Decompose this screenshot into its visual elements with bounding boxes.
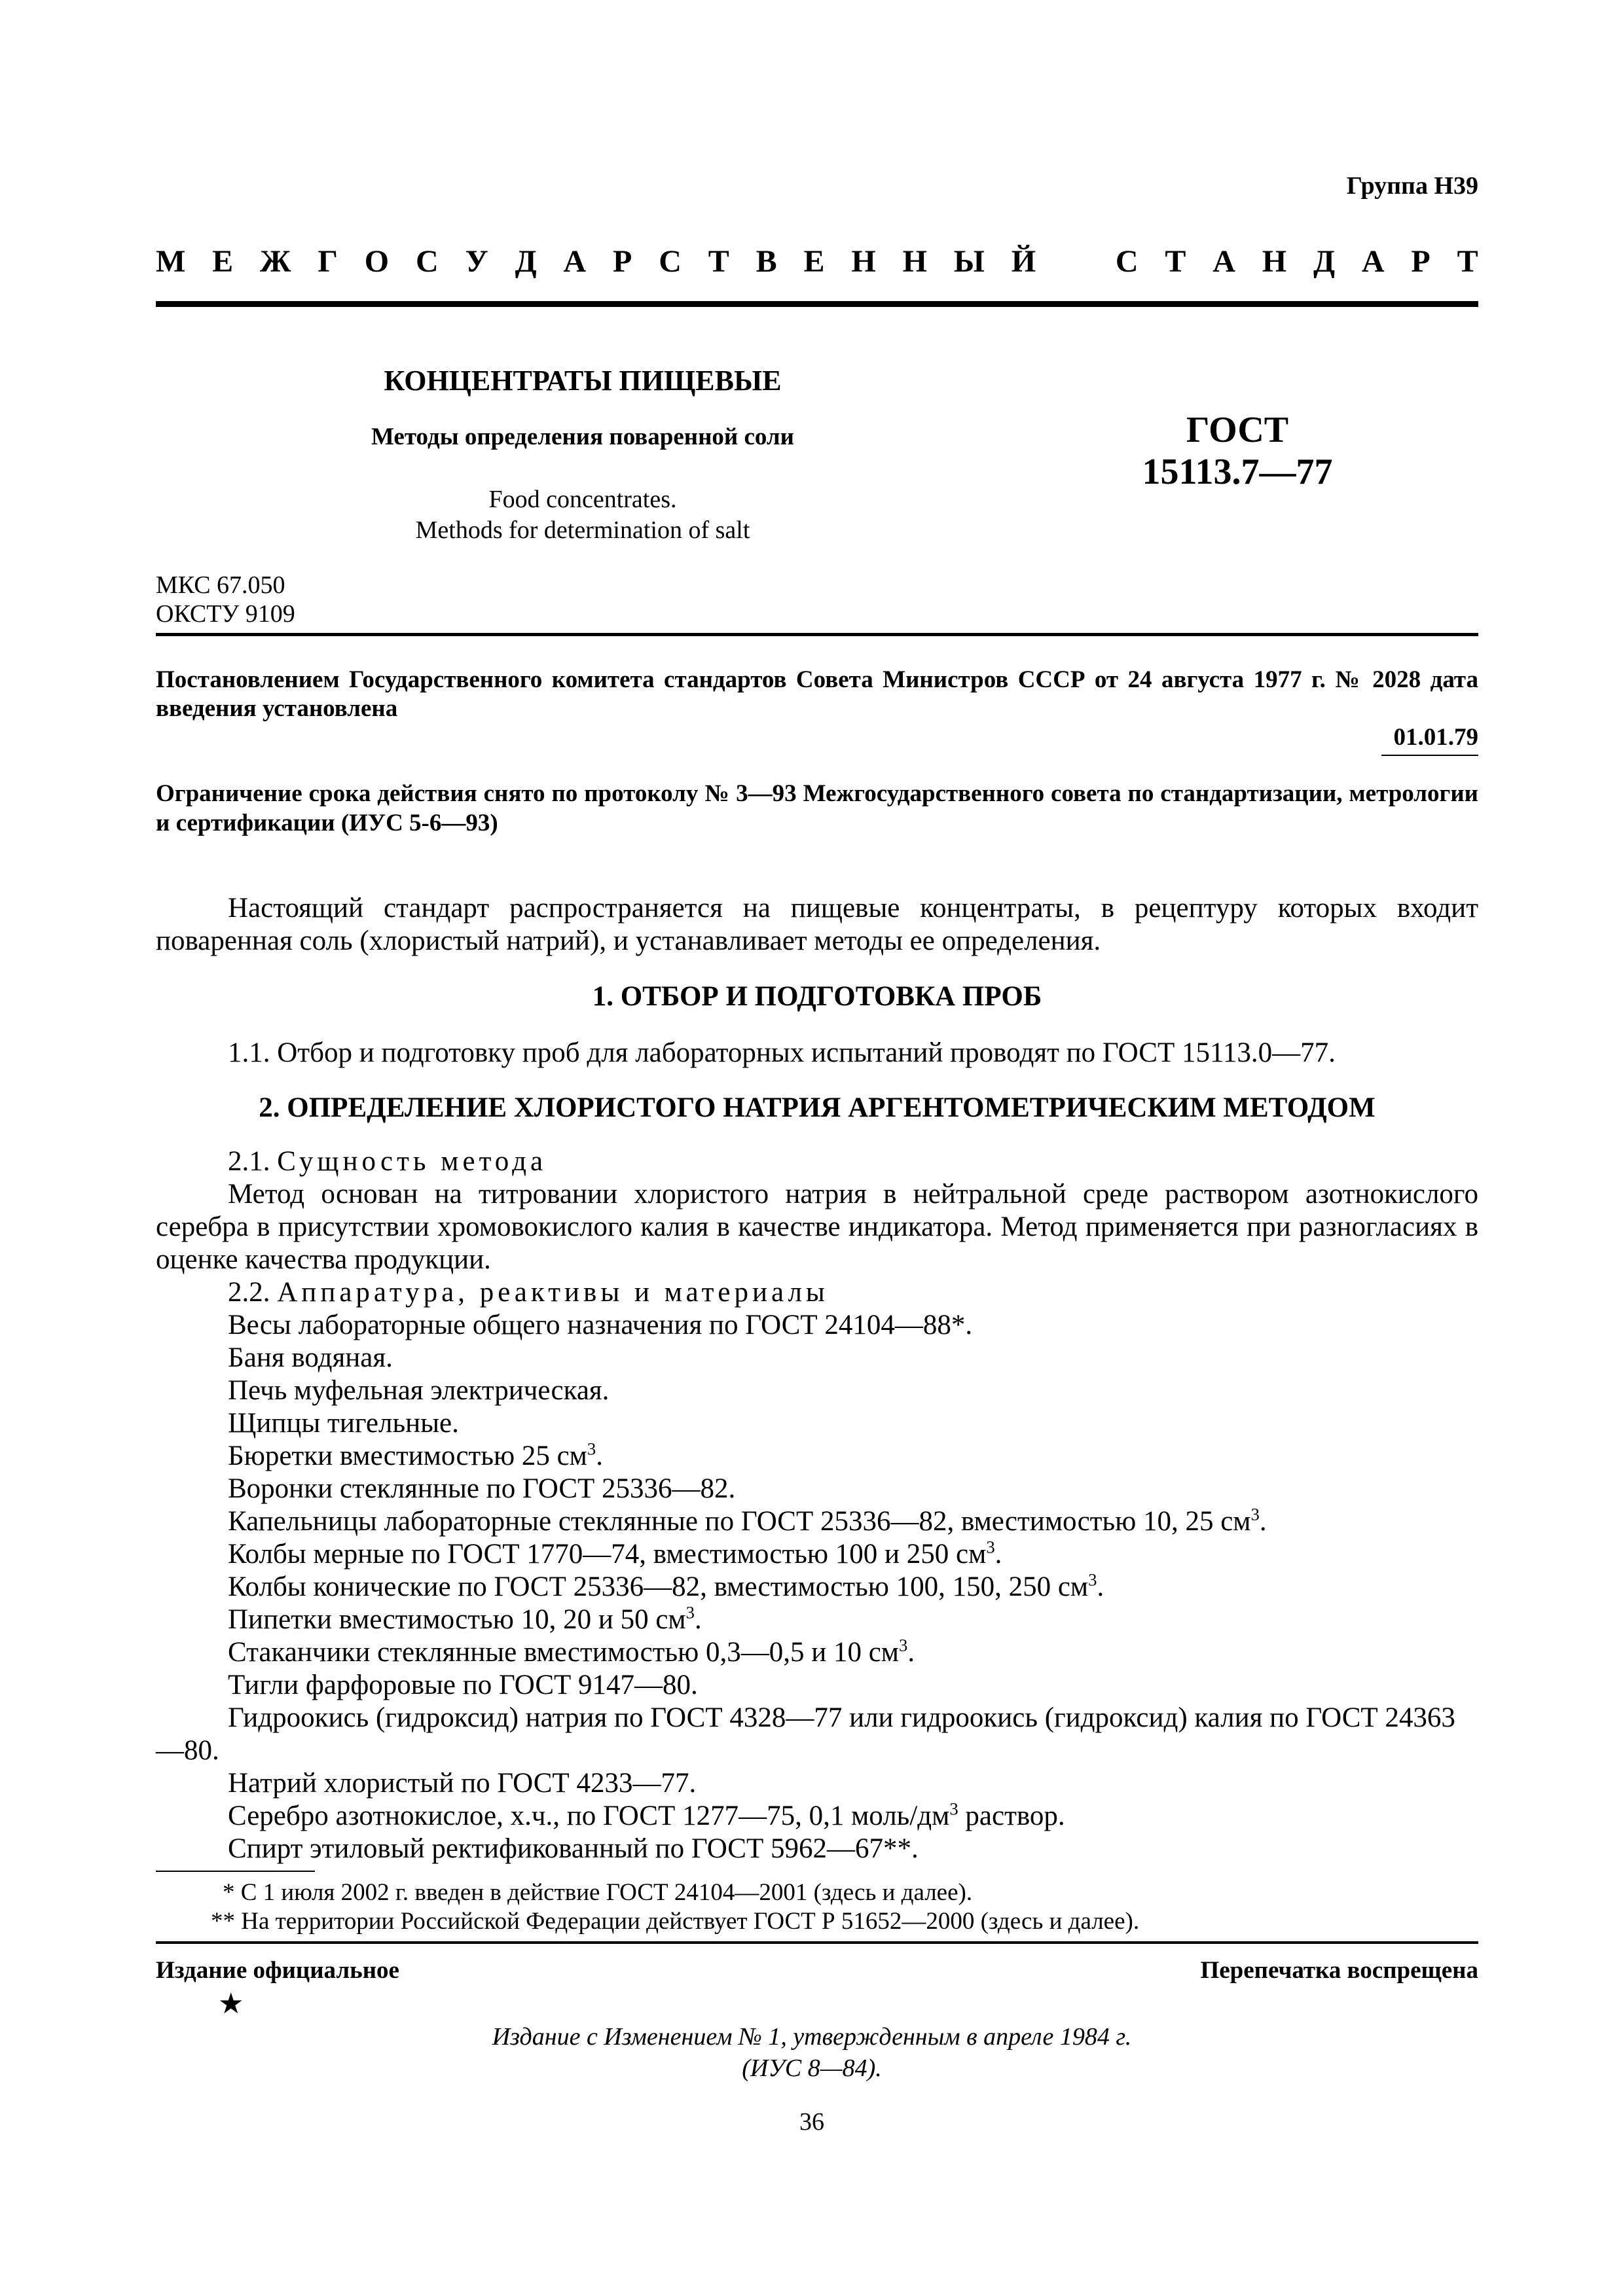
okstu-code: ОКСТУ 9109 — [156, 600, 295, 628]
heading-letter: Д — [1313, 244, 1336, 279]
list-item: Спирт этиловый ректификованный по ГОСТ 5962—67**. — [228, 1833, 919, 1864]
list-item — [156, 1538, 1478, 1571]
classification-codes — [156, 571, 295, 628]
gost-number: 15113.7—77 — [1142, 452, 1333, 492]
heading-letter: С — [659, 244, 682, 279]
item-dot: . — [994, 1539, 1002, 1570]
heading-letter: Т — [708, 244, 729, 279]
item-dot: . — [1097, 1571, 1104, 1602]
intro-paragraph — [156, 892, 1478, 958]
list-item: Баня водяная. — [228, 1342, 393, 1373]
clause-2-1-text: Метод основан на титровании хлористого натрия в нейтральной среде раствором азотнокислого серебра в присутствии хромовокислого калия в качестве индикатора. Метод применяется при разногласиях в оценке качества продукции. — [156, 1179, 1478, 1275]
mks-code: МКС 67.050 — [156, 571, 285, 599]
list-item — [156, 1636, 1478, 1669]
clause-2-1-heading — [156, 1145, 1478, 1178]
document-title: КОНЦЕНТРАТЫ ПИЩЕВЫЕ — [384, 365, 782, 397]
edition-line: Издание с Изменением № 1, утвержденным в апреле 1984 г. — [492, 2023, 1132, 2051]
item-text: Серебро азотнокислое, х.ч., по ГОСТ 1277—75, 0,1 моль/дм — [228, 1801, 950, 1831]
codes-rule — [156, 633, 1478, 636]
item-text: Колбы мерные по ГОСТ 1770—74, вместимостью 100 и 250 см — [228, 1539, 987, 1570]
star-icon: ★ — [218, 1988, 244, 2020]
item-text: Капельницы лабораторные стеклянные по ГОСТ 25336—82, вместимостью 10, 25 см — [228, 1506, 1251, 1537]
heading-letter: Е — [803, 244, 825, 279]
list-item: Тигли фарфоровые по ГОСТ 9147—80. — [228, 1670, 698, 1700]
heading-letter: Г — [318, 244, 338, 279]
superscript: 3 — [986, 1537, 995, 1557]
heading-letter: А — [1361, 244, 1385, 279]
english-title — [255, 484, 910, 546]
item-dot: . — [907, 1637, 915, 1668]
list-item — [156, 1571, 1478, 1604]
header-rule — [156, 301, 1478, 307]
heading-letter: Ы — [953, 244, 985, 279]
item-tail: раствор. — [958, 1801, 1065, 1831]
restriction-text: Ограничение срока действия снято по протоколу № 3—93 Межгосударственного совета по стандартизации, метрологии и сертификации (ИУС 5-6—93) — [156, 780, 1478, 836]
heading-letter: А — [1213, 244, 1235, 279]
heading-letter: В — [756, 244, 777, 279]
list-item — [156, 1800, 1478, 1833]
list-item — [156, 1440, 1478, 1473]
list-item: Щипцы тигельные. — [228, 1408, 459, 1439]
superscript: 3 — [1088, 1570, 1097, 1590]
heading-letter: Н — [1262, 244, 1287, 279]
gost-label: ГОСТ — [1186, 410, 1289, 450]
superscript: 3 — [1250, 1504, 1260, 1524]
standard-heading — [156, 243, 1478, 283]
list-item: Печь муфельная электрическая. — [228, 1375, 610, 1406]
item-dot: . — [694, 1604, 702, 1635]
heading-gap — [1063, 243, 1089, 283]
reprint-prohibited-label: Перепечатка воспрещена — [1200, 1957, 1478, 1984]
item-text: Стаканчики стеклянные вместимостью 0,3—0,5 и 10 см — [228, 1637, 900, 1668]
superscript: 3 — [587, 1439, 596, 1459]
section-1-heading: 1. ОТБОР И ПОДГОТОВКА ПРОБ — [592, 981, 1042, 1012]
heading-letter: М — [156, 244, 186, 279]
section-2-heading: 2. ОПРЕДЕЛЕНИЕ ХЛОРИСТОГО НАТРИЯ АРГЕНТОМЕТРИЧЕСКИМ МЕТОДОМ — [259, 1092, 1376, 1123]
footer-rule — [156, 1941, 1478, 1944]
footnotes — [156, 1878, 1139, 1936]
item-text: Бюретки вместимостью 25 см — [228, 1441, 587, 1471]
edition-note — [393, 2021, 1231, 2084]
date-underline — [1381, 755, 1478, 756]
heading-letter: А — [563, 244, 587, 279]
page-number: 36 — [799, 2108, 824, 2136]
intro-text: Настоящий стандарт распространяется на пищевые концентраты, в рецептуру которых входит поваренная соль (хлористый натрий), и устанавливает методы ее определения. — [156, 893, 1478, 956]
heading-letter: Е — [212, 244, 234, 279]
clause-1-1 — [156, 1037, 1478, 1069]
list-item — [156, 1505, 1478, 1538]
item-dot: . — [596, 1441, 603, 1471]
decree-text: Постановлением Государственного комитета стандартов Совета Министров СССР от 24 августа 1977 г. № 2028 дата введения установлена — [156, 666, 1478, 722]
section-2-body — [156, 1145, 1478, 1865]
list-item: Натрий хлористый по ГОСТ 4233—77. — [228, 1768, 697, 1799]
official-edition-label: Издание официальное — [156, 1957, 399, 1984]
list-item: Гидроокись (гидроксид) натрия по ГОСТ 4328—77 или гидроокись (гидроксид) калия по ГОСТ 24363—80. — [156, 1702, 1455, 1766]
clause-number: 2.2. — [228, 1277, 270, 1308]
heading-letter: С — [1115, 244, 1139, 279]
item-dot: . — [1259, 1506, 1267, 1537]
heading-letter: Р — [613, 244, 632, 279]
heading-letter: Р — [1411, 244, 1431, 279]
group-code: Группа Н39 — [1346, 172, 1478, 200]
heading-letter: Т — [1165, 244, 1186, 279]
clause-title: Сущность метода — [277, 1146, 547, 1177]
footnote-rule — [156, 1871, 315, 1872]
gost-designation — [1113, 409, 1362, 493]
list-item: Воронки стеклянные по ГОСТ 25336—82. — [228, 1473, 736, 1504]
list-item — [156, 1604, 1478, 1636]
list-item: Весы лабораторные общего назначения по ГОСТ 24104—88*. — [228, 1310, 973, 1340]
heading-letter: О — [364, 244, 390, 279]
clause-1-1-text: 1.1. Отбор и подготовку проб для лабораторных испытаний проводят по ГОСТ 15113.0—77. — [228, 1037, 1336, 1068]
superscript: 3 — [685, 1602, 695, 1623]
english-title-line: Food concentrates. — [488, 486, 677, 513]
heading-letter: Н — [851, 244, 876, 279]
edition-line: (ИУС 8—84). — [742, 2054, 882, 2082]
heading-letter: Д — [515, 244, 537, 279]
heading-letter: У — [465, 244, 488, 279]
item-text: Пипетки вместимостью 10, 20 и 50 см — [228, 1604, 686, 1635]
footnote-2: ** На территории Российской Федерации действует ГОСТ Р 51652—2000 (здесь и далее). — [211, 1908, 1140, 1935]
clause-title: Аппаратура, реактивы и материалы — [277, 1277, 829, 1308]
footnote-1: * С 1 июля 2002 г. введен в действие ГОСТ 24104—2001 (здесь и далее). — [223, 1879, 973, 1906]
item-text: Колбы конические по ГОСТ 25336—82, вместимостью 100, 150, 250 см — [228, 1571, 1089, 1602]
clause-number: 2.1. — [228, 1146, 270, 1177]
heading-letter: С — [415, 244, 439, 279]
heading-letter: Ж — [260, 244, 291, 279]
english-title-line: Methods for determination of salt — [415, 516, 750, 544]
heading-letter: Н — [902, 244, 927, 279]
effective-date: 01.01.79 — [1393, 724, 1478, 751]
superscript: 3 — [949, 1799, 958, 1819]
heading-letter: Т — [1457, 244, 1478, 279]
superscript: 3 — [899, 1635, 908, 1655]
clause-2-2-heading — [156, 1276, 1478, 1309]
document-subtitle: Методы определения поваренной соли — [371, 423, 794, 450]
heading-letter: Й — [1011, 244, 1036, 279]
